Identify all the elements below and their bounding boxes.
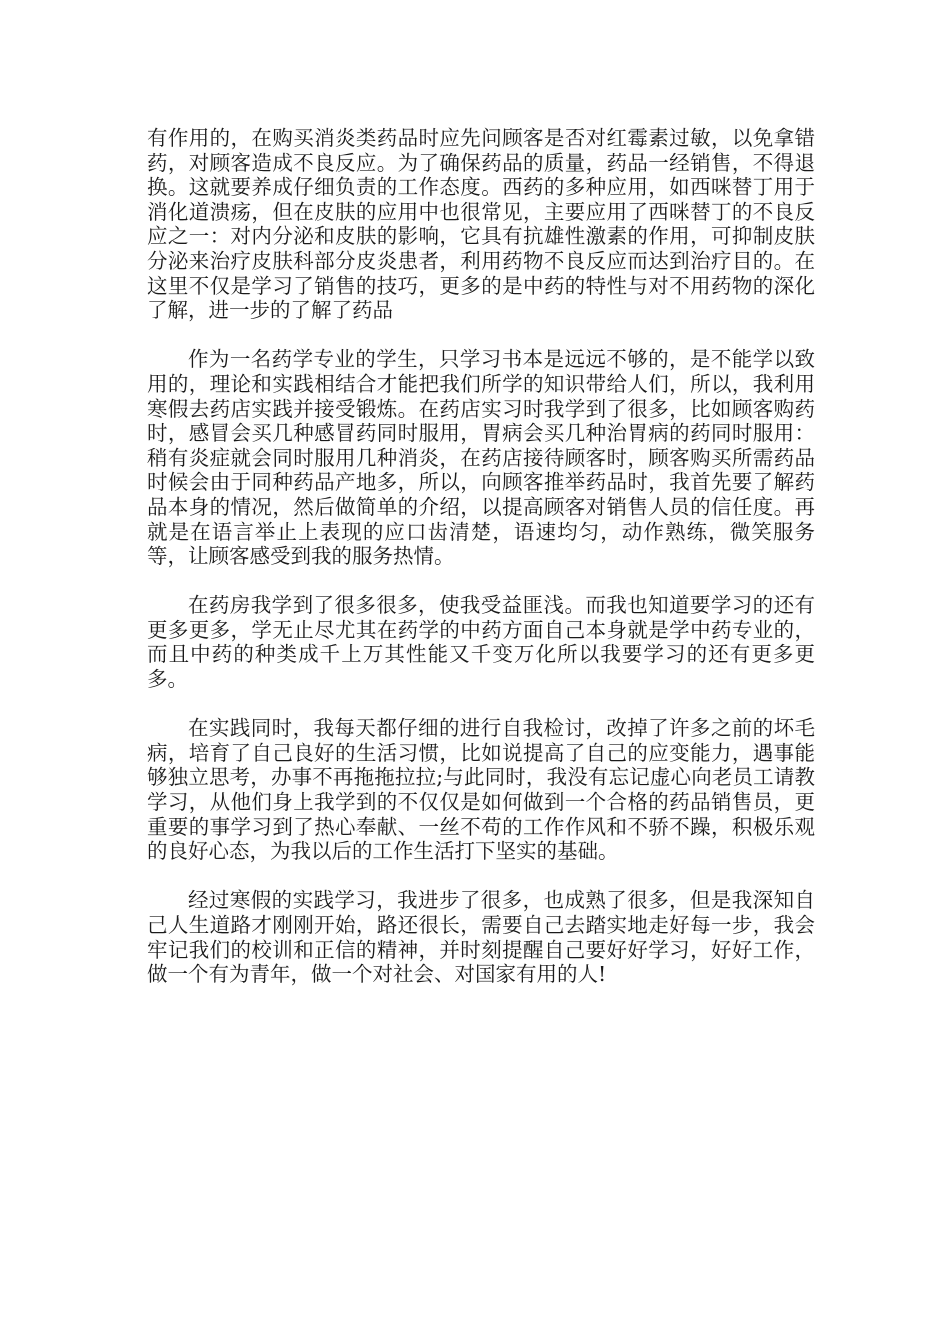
paragraph-spacer bbox=[147, 864, 815, 889]
paragraph-spacer bbox=[147, 692, 815, 717]
paragraph-4: 在实践同时，我每天都仔细的进行自我检讨，改掉了许多之前的坏毛病，培育了自己良好的生活习惯，比如说提高了自己的应变能力，遇事能够独立思考，办事不再拖拖拉拉;与此同时，我没有忘记虚心向老员工请教学习，从他们身上我学到的不仅仅是如何做到一个合格的药品销售员，更重要的事学习到了热心奉献、一丝不苟的工作作风和不骄不躁，积极乐观的良好心态，为我以后的工作生活打下坚实的基础。 bbox=[147, 716, 815, 864]
paragraph-spacer bbox=[147, 323, 815, 348]
paragraph-5: 经过寒假的实践学习，我进步了很多，也成熟了很多，但是我深知自己人生道路才刚刚开始，路还很长，需要自己去踏实地走好每一步，我会牢记我们的校训和正信的精神，并时刻提醒自己要好好学习，好好工作，做一个有为青年，做一个对社会、对国家有用的人! bbox=[147, 888, 815, 987]
paragraph-2: 作为一名药学专业的学生，只学习书本是远远不够的，是不能学以致用的，理论和实践相结合才能把我们所学的知识带给人们，所以，我利用寒假去药店实践并接受锻炼。在药店实习时我学到了很多，比如顾客购药时，感冒会买几种感冒药同时服用，胃病会买几种治胃病的药同时服用：稍有炎症就会同时服用几种消炎，在药店接待顾客时，顾客购买所需药品时候会由于同种药品产地多，所以，向顾客推举药品时，我首先要了解药品本身的情况，然后做简单的介绍，以提高顾客对销售人员的信任度。再就是在语言举止上表现的应口齿清楚，语速均匀，动作熟练，微笑服务等，让顾客感受到我的服务热情。 bbox=[147, 347, 815, 569]
document-page bbox=[147, 126, 815, 987]
paragraph-1: 有作用的，在购买消炎类药品时应先问顾客是否对红霉素过敏，以免拿错药，对顾客造成不良反应。为了确保药品的质量，药品一经销售，不得退换。这就要养成仔细负责的工作态度。西药的多种应用，如西咪替丁用于消化道溃疡，但在皮肤的应用中也很常见，主要应用了西咪替丁的不良反应之一：对内分泌和皮肤的影响，它具有抗雄性激素的作用，可抑制皮肤分泌来治疗皮肤科部分皮炎患者，利用药物不良反应而达到治疗目的。在这里不仅是学习了销售的技巧，更多的是中药的特性与对不用药物的深化了解，进一步的了解了药品 bbox=[147, 126, 815, 323]
paragraph-spacer bbox=[147, 569, 815, 594]
paragraph-3: 在药房我学到了很多很多，使我受益匪浅。而我也知道要学习的还有更多更多，学无止尽尤其在药学的中药方面自己本身就是学中药专业的，而且中药的种类成千上万其性能又千变万化所以我要学习的还有更多更多。 bbox=[147, 593, 815, 692]
